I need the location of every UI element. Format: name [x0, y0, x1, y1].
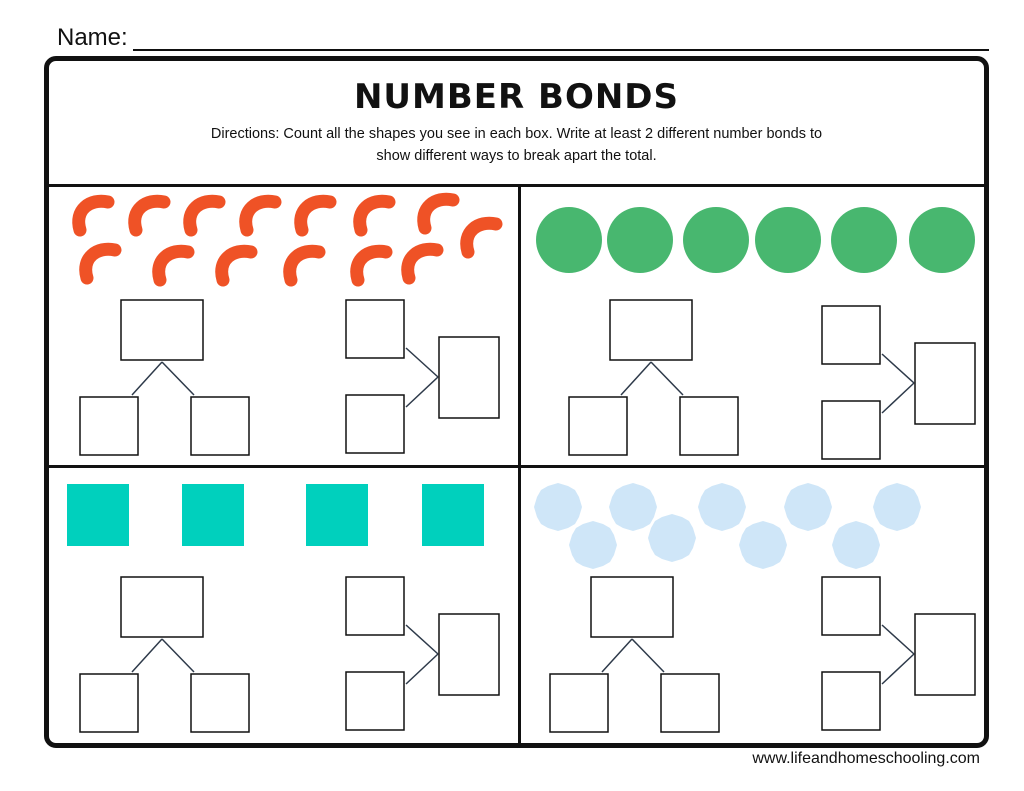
answer-box: [346, 300, 404, 358]
bond-connector: [406, 348, 438, 377]
macaroni-icon: [79, 201, 108, 230]
answer-box: [610, 300, 692, 360]
answer-box: [915, 343, 975, 424]
circle-icon: [607, 207, 673, 273]
cloud-icon: [698, 483, 746, 531]
macaroni-icon: [357, 251, 386, 280]
circle-group: [536, 207, 975, 273]
answer-box: [822, 306, 880, 364]
macaroni-icon: [135, 201, 164, 230]
circle-icon: [536, 207, 602, 273]
answer-box: [915, 614, 975, 695]
cloud-icon: [534, 483, 582, 531]
bond-connector: [162, 362, 194, 395]
bond-connector: [632, 639, 664, 672]
circle-icon: [755, 207, 821, 273]
answer-box: [346, 395, 404, 453]
cloud-icon: [569, 521, 617, 569]
name-label: Name:: [57, 24, 128, 51]
macaroni-icon: [290, 251, 319, 280]
cloud-group: [534, 483, 921, 569]
macaroni-icon: [424, 199, 453, 228]
macaroni-icon: [301, 201, 330, 230]
macaroni-group: [79, 199, 496, 280]
macaroni-icon: [190, 201, 219, 230]
cloud-icon: [832, 521, 880, 569]
macaroni-icon: [360, 201, 389, 230]
square-icon: [67, 484, 129, 546]
bond-connector: [132, 639, 162, 672]
square-icon: [422, 484, 484, 546]
bond-connector: [882, 654, 914, 684]
cloud-icon: [784, 483, 832, 531]
bond-connector: [882, 354, 914, 383]
answer-box: [591, 577, 673, 637]
cloud-icon: [609, 483, 657, 531]
macaroni-icon: [222, 251, 251, 280]
macaroni-icon: [159, 251, 188, 280]
square-group: [67, 484, 484, 546]
macaroni-icon: [86, 249, 115, 278]
cloud-icon: [873, 483, 921, 531]
answer-box: [80, 397, 138, 455]
macaroni-icon: [246, 201, 275, 230]
answer-box: [191, 674, 249, 732]
circle-icon: [683, 207, 749, 273]
answer-box: [550, 674, 608, 732]
answer-box: [569, 397, 627, 455]
bond-connector: [621, 362, 651, 395]
bond-connector: [162, 639, 194, 672]
answer-box: [822, 401, 880, 459]
cloud-icon: [648, 514, 696, 562]
answer-box: [121, 577, 203, 637]
worksheet-title: NUMBER BONDS: [353, 77, 680, 117]
answer-box: [439, 337, 499, 418]
website-footer: www.lifeandhomeschooling.com: [752, 750, 980, 767]
bond-connector: [406, 377, 438, 407]
answer-box: [661, 674, 719, 732]
answer-box: [680, 397, 738, 455]
answer-box: [191, 397, 249, 455]
cloud-icon: [739, 521, 787, 569]
bond-connector: [406, 654, 438, 684]
answer-box: [439, 614, 499, 695]
bond-connector: [882, 383, 914, 413]
answer-box: [80, 674, 138, 732]
bond-connector: [132, 362, 162, 395]
bond-connector: [651, 362, 683, 395]
circle-icon: [909, 207, 975, 273]
bond-connector: [602, 639, 632, 672]
macaroni-icon: [408, 249, 437, 278]
macaroni-icon: [467, 223, 496, 252]
square-icon: [306, 484, 368, 546]
answer-box: [822, 577, 880, 635]
square-icon: [182, 484, 244, 546]
answer-box: [822, 672, 880, 730]
bond-connector: [406, 625, 438, 654]
answer-box: [346, 577, 404, 635]
answer-box: [346, 672, 404, 730]
answer-box: [121, 300, 203, 360]
bond-connector: [882, 625, 914, 654]
circle-icon: [831, 207, 897, 273]
directions-text: Directions: Count all the shapes you see in each box. Write at least 2 different number bonds to show different ways to break apart the total.: [210, 126, 823, 164]
